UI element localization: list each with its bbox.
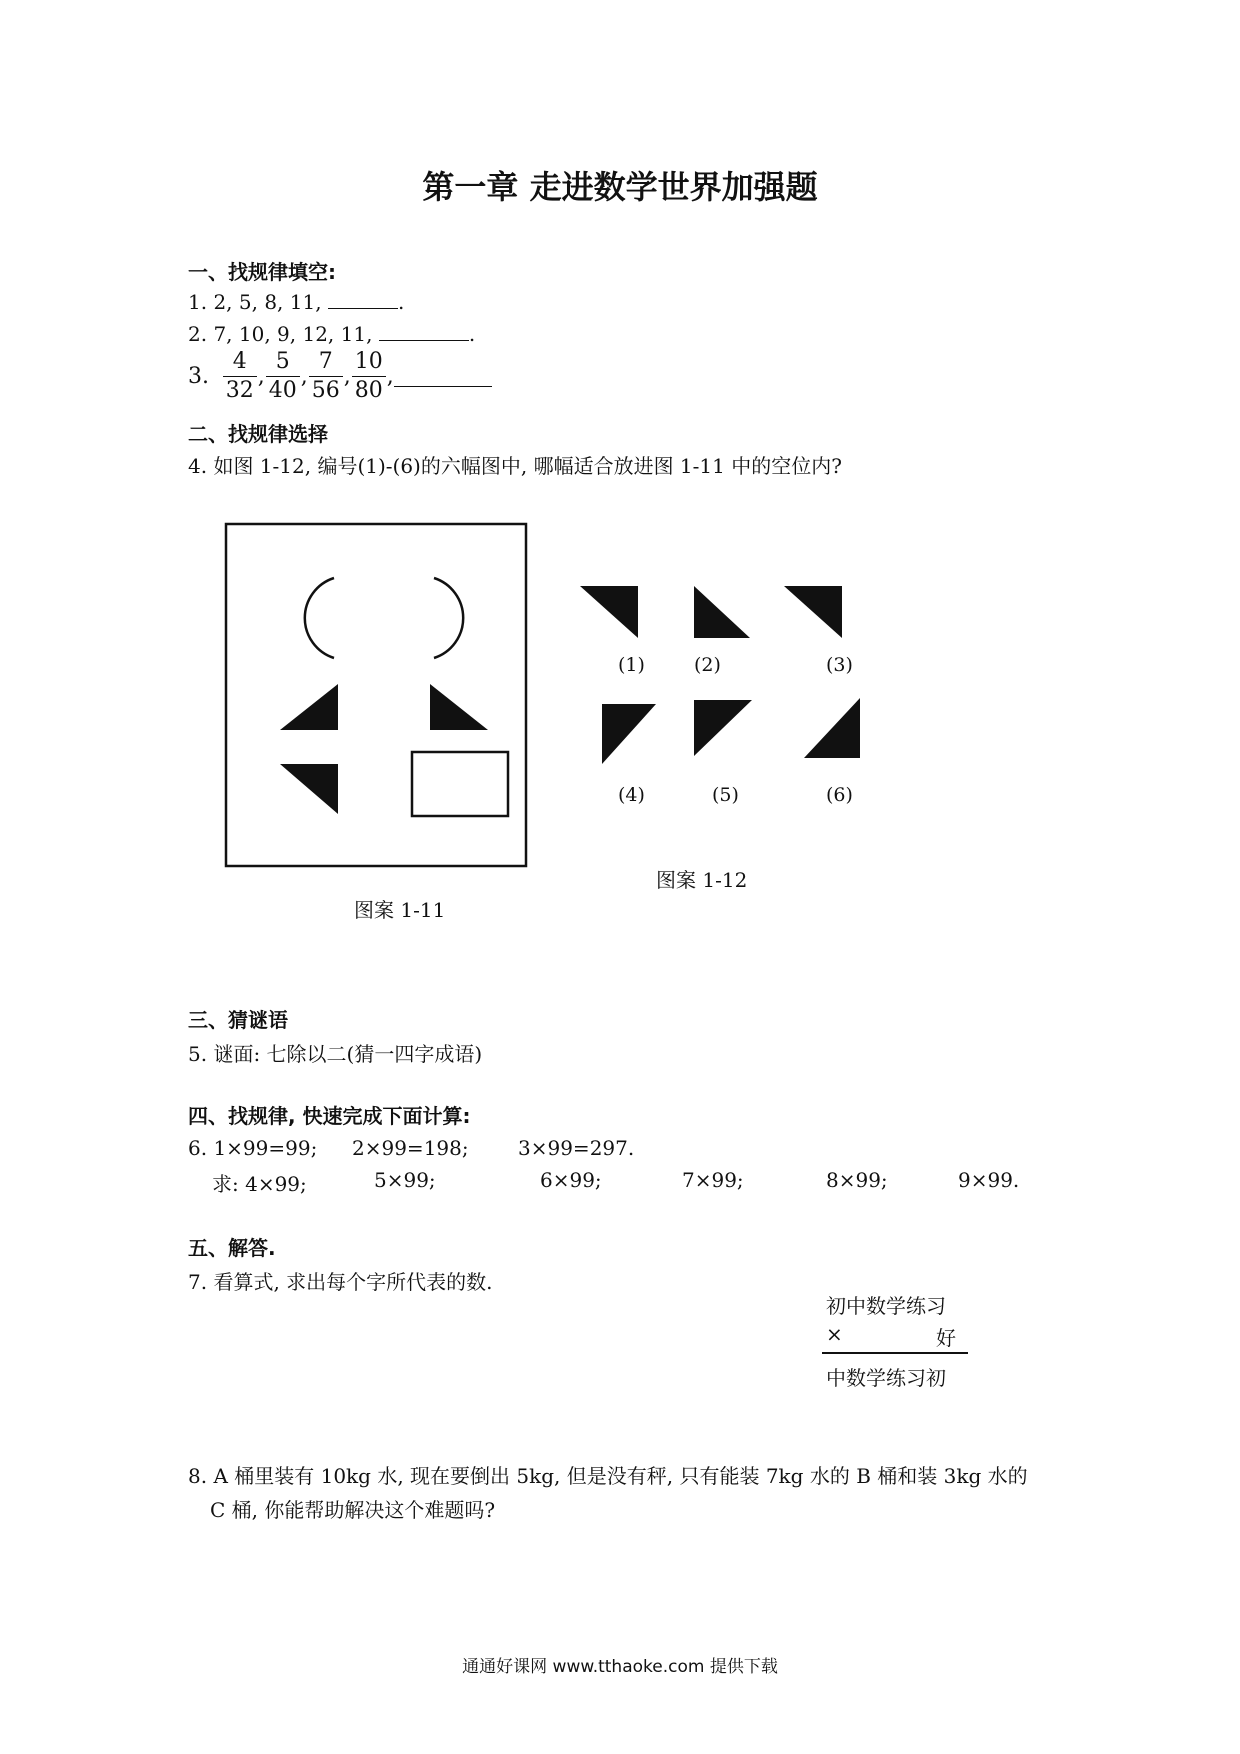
figure-1-12-caption: 图案 1-12 <box>656 868 748 892</box>
answer-blank-1 <box>328 288 398 309</box>
question-4: 4. 如图 1-12, 编号(1)-(6)的六幅图中, 哪幅适合放进图 1-11 中的空位内? <box>188 454 842 478</box>
question-6-ask-6: 9×99. <box>958 1168 1020 1192</box>
puzzle-rule <box>822 1352 968 1354</box>
question-3: 3. $\frac{4}{32}$ , $\frac{5}{40}$ , $\frac{7}{56}$ , $\frac{10}{80}$ , <box>188 348 492 405</box>
fraction-2: $\frac{5}{40}$ <box>266 348 300 405</box>
answer-blank-3 <box>394 366 492 387</box>
question-6-ask-3: 6×99; <box>540 1168 602 1192</box>
question-2: 2. 7, 10, 9, 12, 11, . <box>188 322 476 346</box>
puzzle-multiplier: 好 <box>936 1326 956 1350</box>
option-label-4: (4) <box>618 784 645 806</box>
question-6-given-1: 6. 1×99=99; <box>188 1136 318 1160</box>
option-label-5: (5) <box>712 784 739 806</box>
question-8-line-2: C 桶, 你能帮助解决这个难题吗? <box>210 1498 496 1522</box>
question-8-line-1: 8. A 桶里装有 10kg 水, 现在要倒出 5kg, 但是没有秤, 只有能装 7kg 水的 B 桶和装 3kg 水的 <box>188 1464 1028 1488</box>
option-label-6: (6) <box>826 784 853 806</box>
section1-heading: 一、找规律填空: <box>188 260 336 284</box>
option-1-shape <box>580 586 638 638</box>
question-1: 1. 2, 5, 8, 11, . <box>188 290 405 314</box>
question-6-given-2: 2×99=198; <box>352 1136 469 1160</box>
option-label-3: (3) <box>826 654 853 676</box>
section5-heading: 五、解答. <box>188 1236 276 1260</box>
fraction-1: $\frac{4}{32}$ <box>223 348 257 405</box>
section4-heading: 四、找规律, 快速完成下面计算: <box>188 1104 471 1128</box>
option-3-shape <box>784 586 842 638</box>
option-4-shape <box>602 704 656 764</box>
fraction-3: $\frac{7}{56}$ <box>309 348 343 405</box>
page-title: 第一章 走进数学世界加强题 <box>422 168 818 206</box>
answer-blank-2 <box>379 320 469 341</box>
question-6-given-3: 3×99=297. <box>518 1136 635 1160</box>
figure-1-11-caption: 图案 1-11 <box>354 898 446 922</box>
question-7: 7. 看算式, 求出每个字所代表的数. <box>188 1270 493 1294</box>
question-6-ask-2: 5×99; <box>374 1168 436 1192</box>
section2-heading: 二、找规律选择 <box>188 422 328 446</box>
puzzle-product: 中数学练习初 <box>826 1366 946 1390</box>
figure-1-12 <box>570 580 870 780</box>
question-6-ask-5: 8×99; <box>826 1168 888 1192</box>
fraction-4: $\frac{10}{80}$ <box>352 348 386 405</box>
footer: 通通好课网 www.tthaoke.com 提供下载 <box>462 1657 778 1677</box>
option-2-shape <box>694 586 750 638</box>
section3-heading: 三、猜谜语 <box>188 1008 288 1032</box>
option-label-1: (1) <box>618 654 645 676</box>
question-5: 5. 谜面: 七除以二(猜一四字成语) <box>188 1042 483 1066</box>
figure-1-11 <box>224 522 530 872</box>
puzzle-times-sign: × <box>826 1322 843 1346</box>
question-6-ask-1: 求: 4×99; <box>212 1172 307 1196</box>
option-5-shape <box>694 700 752 756</box>
option-label-2: (2) <box>694 654 721 676</box>
option-6-shape <box>804 698 860 758</box>
question-6-ask-4: 7×99; <box>682 1168 744 1192</box>
puzzle-multiplicand: 初中数学练习 <box>826 1294 946 1318</box>
